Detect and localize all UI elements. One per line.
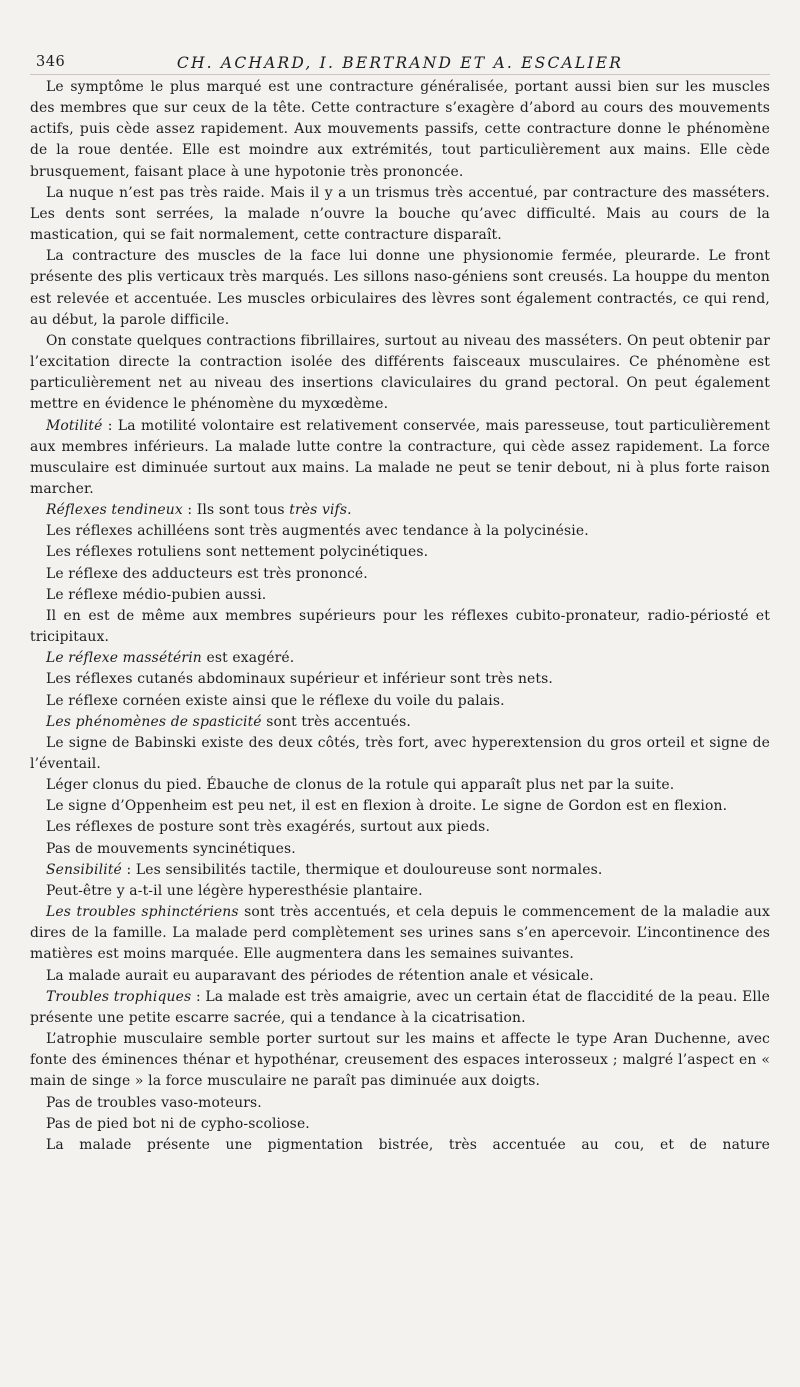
paragraph: Pas de mouvements syncinétiques. [46, 840, 296, 857]
paragraph: Peut-être y a-t-il une légère hyperesthésie plantaire. [46, 882, 423, 899]
section-lead: Sensibilité [46, 861, 122, 878]
paragraph: Le symptôme le plus marqué est une contracture généralisée, portant aussi bien sur les muscles des membres que sur ceux de la tête. Cette contracture s’exagère d’abord au cours des mouvements actifs, puis cède assez rapidement. Aux mouvements passifs, cette contracture donne le phénomène de la roue dentée. Elle est moindre aux extrémités, tout particulièrement aux mains. Elle cède brusquement, faisant place à une hypotonie très prononcée. [30, 79, 770, 180]
emphasis: très vifs [289, 502, 348, 519]
page-header [30, 42, 770, 75]
paragraph: Les réflexes de posture sont très exagérés, surtout aux pieds. [46, 819, 491, 836]
paragraph: Le réflexe médio-pubien aussi. [46, 586, 267, 603]
page-number: 346 [36, 54, 66, 70]
section-lead: Les troubles sphinctériens [46, 904, 239, 921]
running-head: CH. ACHARD, I. BERTRAND ET A. ESCALIER [176, 54, 624, 72]
paragraph: Les réflexes achilléens sont très augmentés avec tendance à la polycinésie. [46, 523, 589, 540]
paragraph: La malade aurait eu auparavant des périodes de rétention anale et vésicale. [46, 967, 594, 984]
paragraph: Pas de troubles vaso-moteurs. [46, 1094, 262, 1111]
paragraph: Le signe de Babinski existe des deux côtés, très fort, avec hyperextension du gros orteil et signe de l’éventail. [30, 734, 770, 772]
section-lead: Troubles trophiques [46, 988, 192, 1005]
paragraph: Le réflexe des adducteurs est très prononcé. [46, 565, 368, 582]
paragraph: Le réflexe massétérin est exagéré. [46, 650, 295, 667]
paragraph: Troubles trophiques : La malade est très amaigrie, avec un certain état de flaccidité de la peau. Elle présente une petite escarre sacrée, qui a tendance à la cicatrisation. [30, 988, 770, 1026]
paragraph: Le réflexe cornéen existe ainsi que le réflexe du voile du palais. [46, 692, 505, 709]
paragraph: Il en est de même aux membres supérieurs pour les réflexes cubito-pronateur, radio-périosté et tricipitaux. [30, 607, 770, 646]
paragraph: La malade présente une pigmentation bistrée, très accentuée au cou, et de nature [46, 1136, 770, 1153]
paragraph: Les troubles sphinctériens sont très accentués, et cela depuis le commencement de la maladie aux dires de la famille. La malade perd complètement ses urines sans s’en apercevoir. L’incontinence des matières est moins marquée. Elle augmentera dans les semaines suivantes. [30, 904, 770, 963]
paragraph: Pas de pied bot ni de cypho-scoliose. [46, 1115, 310, 1132]
section-lead: Motilité [46, 417, 103, 434]
paragraph: La contracture des muscles de la face lui donne une physionomie fermée, pleurarde. Le front présente des plis verticaux très marqués. Les sillons naso-géniens sont creusés. La houppe du menton est relevée et accentuée. Les muscles orbiculaires des lèvres sont également contractés, ce qui rend, au début, la parole difficile. [30, 248, 770, 328]
paragraph: Motilité : La motilité volontaire est relativement conservée, mais paresseuse, tout particulièrement aux membres inférieurs. La malade lutte contre la contracture, qui cède assez rapidement. La force musculaire est diminuée surtout aux mains. La malade ne peut se tenir debout, ni à plus forte raison marcher. [30, 417, 770, 497]
paragraph: L’atrophie musculaire semble porter surtout sur les mains et affecte le type Aran Duchenne, avec fonte des éminences thénar et hypothénar, creusement des espaces interosseux ; malgré l’aspect en « main de singe » la force musculaire ne paraît pas diminuée aux doigts. [30, 1031, 770, 1090]
paragraph: Les réflexes cutanés abdominaux supérieur et inférieur sont très nets. [46, 671, 553, 688]
paragraph: On constate quelques contractions fibrillaires, surtout au niveau des masséters. On peut obtenir par l’excitation directe la contraction isolée des différents faisceaux musculaires. Ce phénomène est particulièrement net au niveau des insertions claviculaires du grand pectoral. On peut également mettre en évidence le phénomène du myxœdème. [30, 332, 770, 413]
paragraph: Léger clonus du pied. Ébauche de clonus de la rotule qui apparaît plus net par la suite. [46, 777, 675, 794]
body-text [30, 77, 770, 1156]
section-lead: Les phénomènes de spasticité [46, 713, 262, 730]
paragraph: Sensibilité : Les sensibilités tactile, thermique et douloureuse sont normales. [46, 861, 603, 878]
section-lead: Le réflexe massétérin [46, 650, 202, 667]
paragraph: Le signe d’Oppenheim est peu net, il est en flexion à droite. Le signe de Gordon est en flexion. [46, 798, 728, 815]
section-lead: Réflexes tendineux [46, 502, 183, 519]
paragraph: La nuque n’est pas très raide. Mais il y a un trismus très accentué, par contracture des masséters. Les dents sont serrées, la malade n’ouvre la bouche qu’avec difficulté. Mais au cours de la mastication, qui se fait normalement, cette contracture disparaît. [30, 184, 770, 244]
paragraph: Les phénomènes de spasticité sont très accentués. [46, 713, 411, 730]
paragraph: Les réflexes rotuliens sont nettement polycinétiques. [46, 544, 429, 561]
paragraph: Réflexes tendineux : Ils sont tous très vifs. [46, 502, 352, 519]
